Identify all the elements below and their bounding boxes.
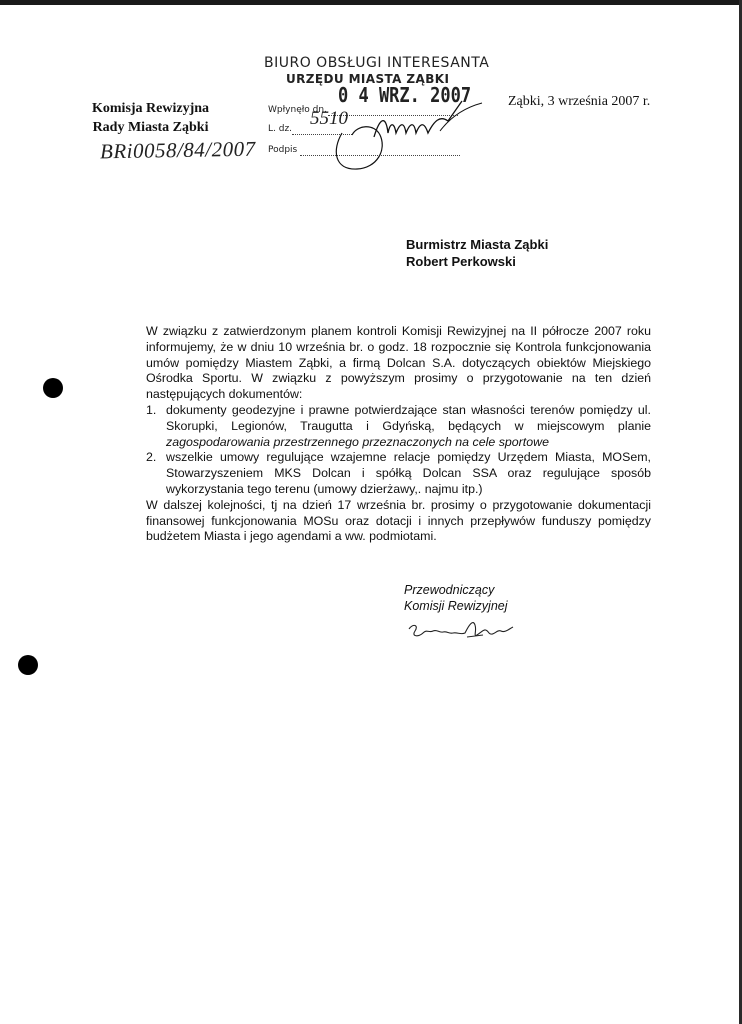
list-item-number: 1.: [146, 402, 157, 417]
reference-number: BRi0058/84/2007: [99, 136, 256, 164]
handwritten-signature: [405, 615, 525, 645]
place-and-date: Ząbki, 3 września 2007 r.: [508, 94, 651, 109]
list-item: [146, 403, 651, 450]
letter-body: [146, 324, 651, 545]
stamp-line-2: URZĘDU MIASTA ZĄBKI: [286, 72, 450, 86]
body-intro: W związku z zatwierdzonym planem kontroli Komisji Rewizyjnej na II półrocze 2007 roku informujemy, że w dniu 10 września br. o godz. 18 rozpocznie się Kontrola funkcjonowania umów pomiędzy Miastem Ząbki, a firmą Dolcan S.A. dotyczących obiektów Miejskiego Ośrodka Sportu. W związku z powyższym prosimy o przygotowanie na ten dzień następujących dokumentów:: [146, 324, 651, 402]
sender-block: [92, 99, 209, 137]
list-item-number: 2.: [146, 450, 157, 465]
registry-stamp: [262, 55, 492, 175]
stamp-number-label: L. dz.: [268, 124, 293, 134]
signature-block: [404, 582, 508, 614]
recipient-line-2: Robert Perkowski: [406, 254, 516, 269]
stamp-received-label: Wpłynęło dn.: [268, 105, 327, 115]
signature-title-2: Komisji Rewizyjnej: [404, 599, 508, 613]
stamp-handwritten-signature: [262, 55, 492, 175]
sender-line-1: Komisja Rewizyjna: [92, 101, 210, 116]
list-item-italic-text: zagospodarowania przestrzennego przeznaczonych na cele sportowe: [166, 434, 549, 449]
stamp-line-1: BIURO OBSŁUGI INTERESANTA: [264, 55, 490, 71]
punch-hole-bottom: [18, 655, 38, 675]
top-scan-edge: [0, 0, 742, 5]
document-list: [146, 403, 651, 498]
signature-title-1: Przewodniczący: [404, 583, 495, 597]
body-closing: W dalszej kolejności, tj na dzień 17 września br. prosimy o przygotowanie dokumentacji finansowej funkcjonowania MOSu oraz dotacji i innych przepływów funduszy pomiędzy budżetem Miasta i jego agendami a ww. podmiotami.: [146, 497, 651, 544]
stamp-date: 0 4 WRZ. 2007: [338, 84, 472, 108]
list-item-text: wszelkie umowy regulujące wzajemne relacje pomiędzy Urzędem Miasta, MOSem, Stowarzyszeniem MKS Dolcan i spółką Dolcan SSA oraz regulujące sposób wykorzystania tego terenu (umowy dzierżawy,. najmu itp.): [166, 450, 651, 496]
punch-hole-top: [43, 378, 63, 398]
list-item-text: dokumenty geodezyjne i prawne potwierdzające stan własności terenów pomiędzy ul. Skorupki, Legionów, Traugutta i Gdyńską, będących w miejscowym planie: [166, 402, 651, 433]
stamp-signature-label: Podpis: [268, 145, 298, 155]
recipient-line-1: Burmistrz Miasta Ząbki: [406, 237, 549, 252]
stamp-number-value: 5510: [310, 108, 348, 129]
sender-line-2: Rady Miasta Ząbki: [92, 120, 209, 135]
recipient-block: [406, 236, 548, 270]
list-item: [146, 450, 651, 497]
